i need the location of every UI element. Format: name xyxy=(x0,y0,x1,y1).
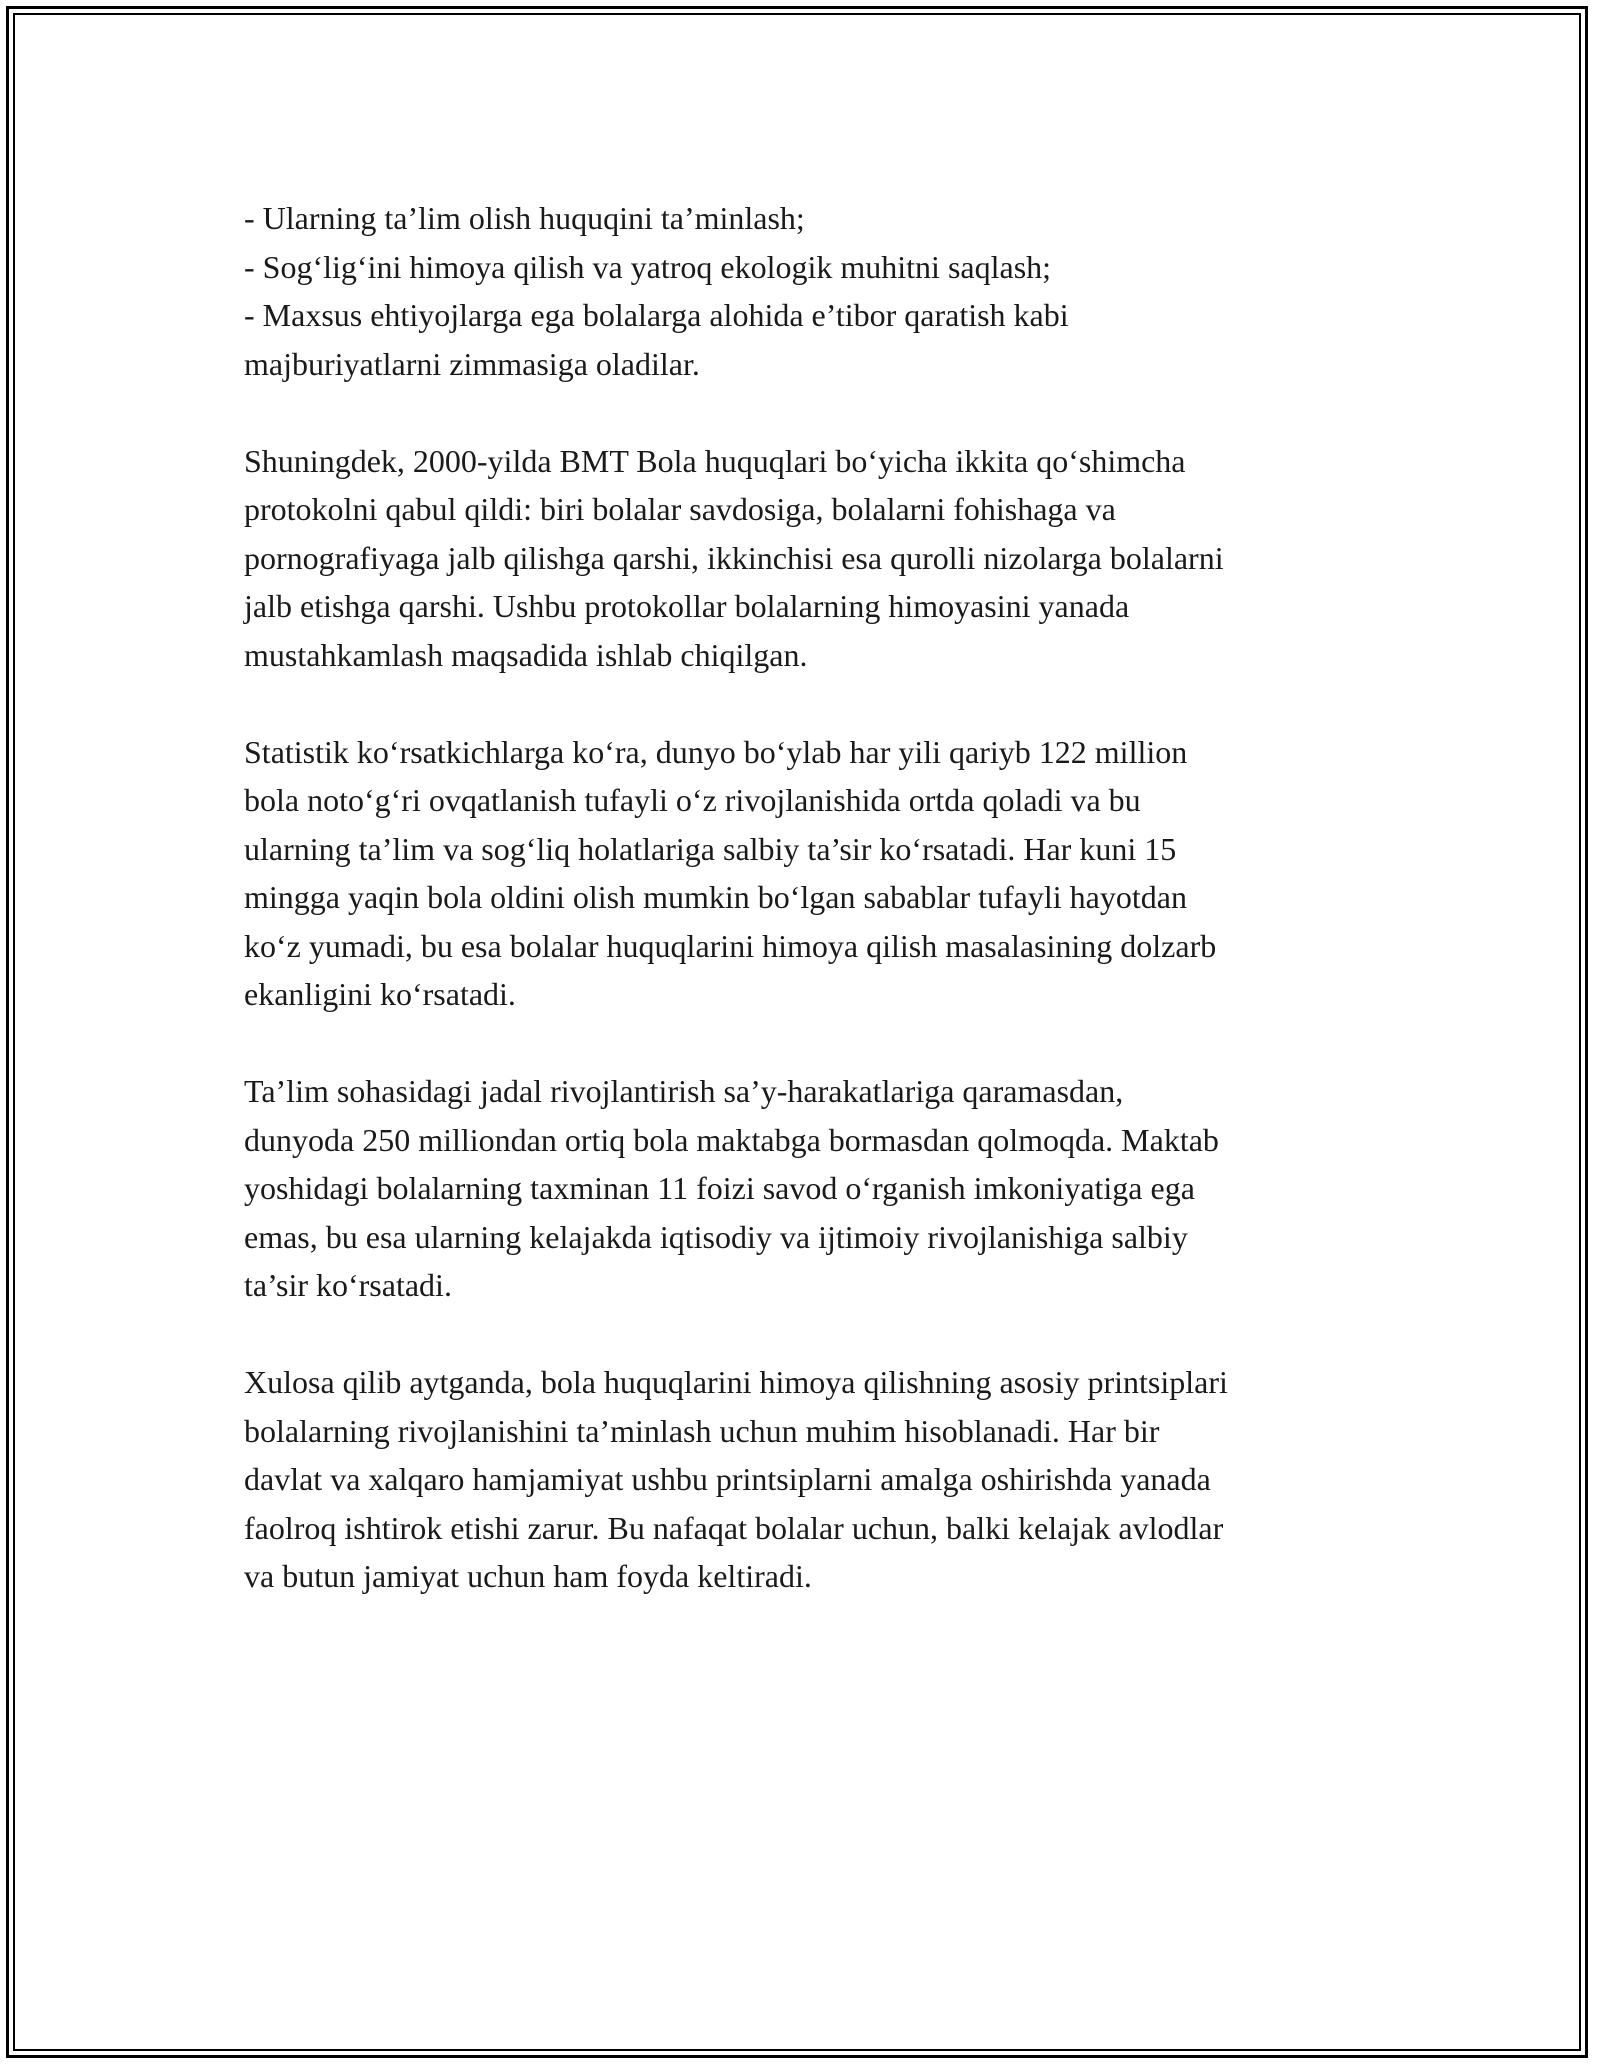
paragraph-line: faolroq ishtirok etishi zarur. Bu nafaqat bolalar uchun, balki kelajak avlodlar xyxy=(244,1509,1224,1546)
paragraph-line: va butun jamiyat uchun ham foyda keltiradi. xyxy=(244,1558,812,1594)
paragraph-line: majburiyatlarni zimmasiga oladilar. xyxy=(244,345,700,382)
paragraph-protocols xyxy=(244,437,1384,680)
list-item-health-protection: - Sog‘lig‘ini himoya qilish va yatroq ekologik muhitni saqlash; xyxy=(244,248,1052,285)
paragraph-obligations-list xyxy=(244,194,1384,388)
paragraph-line: emas, bu esa ularning kelajakda iqtisodiy va ijtimoiy rivojlanishiga salbiy xyxy=(244,1218,1188,1255)
page-frame xyxy=(6,6,1588,2058)
paragraph-spacer xyxy=(244,679,1384,728)
paragraph-line: bolalarning rivojlanishini ta’minlash uchun muhim hisoblanadi. Har bir xyxy=(244,1412,1160,1449)
paragraph-line: davlat va xalqaro hamjamiyat ushbu printsiplarni amalga oshirishda yanada xyxy=(244,1461,1211,1497)
paragraph-statistics xyxy=(244,728,1384,1019)
paragraph-conclusion xyxy=(244,1358,1384,1601)
paragraph-line: Statistik ko‘rsatkichlarga ko‘ra, dunyo bo‘ylab har yili qariyb 122 million xyxy=(244,733,1188,770)
paragraph-line: ekanligini ko‘rsatadi. xyxy=(244,976,516,1012)
paragraph-line: ko‘z yumadi, bu esa bolalar huquqlarini himoya qilish masalasining dolzarb xyxy=(244,927,1217,964)
paragraph-line: ta’sir ko‘rsatadi. xyxy=(244,1267,452,1303)
paragraph-line: ularning ta’lim va sog‘liq holatlariga salbiy ta’sir ko‘rsatadi. Har kuni 15 xyxy=(244,830,1177,867)
paragraph-line: bola noto‘g‘ri ovqatlanish tufayli o‘z rivojlanishida ortda qoladi va bu xyxy=(244,782,1141,818)
paragraph-line: dunyoda 250 milliondan ortiq bola maktabga bormasdan qolmoqda. Maktab xyxy=(244,1121,1219,1158)
document-body xyxy=(244,194,1384,1601)
paragraph-spacer xyxy=(244,388,1384,437)
paragraph-line: yoshidagi bolalarning taxminan 11 foizi savod o‘rganish imkoniyatiga ega xyxy=(244,1170,1195,1206)
paragraph-line: Shuningdek, 2000-yilda BMT Bola huquqlari bo‘yicha ikkita qo‘shimcha xyxy=(244,442,1186,479)
paragraph-education xyxy=(244,1067,1384,1310)
paragraph-spacer xyxy=(244,1310,1384,1359)
paragraph-spacer xyxy=(244,1019,1384,1068)
paragraph-line: Xulosa qilib aytganda, bola huquqlarini himoya qilishning asosiy printsiplari xyxy=(244,1364,1228,1400)
paragraph-line: jalb etishga qarshi. Ushbu protokollar bolalarning himoyasini yanada xyxy=(244,588,1130,624)
paragraph-line: mustahkamlash maqsadida ishlab chiqilgan. xyxy=(244,636,808,673)
list-item-special-needs: - Maxsus ehtiyojlarga ega bolalarga alohida e’tibor qaratish kabi xyxy=(244,297,1069,333)
paragraph-line: pornografiyaga jalb qilishga qarshi, ikkinchisi esa qurolli nizolarga bolalarni xyxy=(244,539,1224,576)
paragraph-line: mingga yaqin bola oldini olish mumkin bo‘lgan sabablar tufayli hayotdan xyxy=(244,879,1187,915)
list-item-education-right: - Ularning ta’lim olish huquqini ta’minlash; xyxy=(244,200,805,236)
paragraph-line: protokolni qabul qildi: biri bolalar savdosiga, bolalarni fohishaga va xyxy=(244,491,1116,527)
paragraph-line: Ta’lim sohasidagi jadal rivojlantirish sa’y-harakatlariga qaramasdan, xyxy=(244,1073,1124,1109)
